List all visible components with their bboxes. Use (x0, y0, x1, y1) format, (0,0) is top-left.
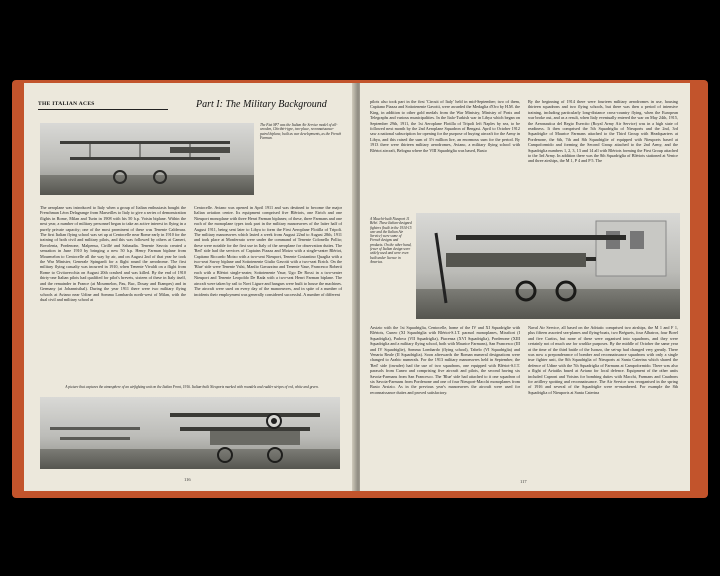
page-number-right: 117 (520, 479, 527, 484)
nieuport-fighter-icon (416, 213, 680, 319)
page-number-left: 116 (184, 477, 191, 482)
right-column-1-top: pilots also took part in the first 'Circuit of Italy' held in mid-September; two of them, Capitano Piazza and Sottotenente Gavotti, were awarded the Medaglia d'Oro by H.M. the King, in addition to other gold medals from the War Ministry, Ministry of Posts and Telegraphs and various municipalities. In the Italo-Turkish war in Libya which began on September 29th, 1911, the 1st Aeroplane Flotilla of Tripoli left Naples by sea, to be followed next month by the 2nd Aeroplane Squadron of Bengasi. April to October 1912 saw a national subscription for opening for the purpose of buying aircraft for the Army in Libya, and this raised the sum of 3½ million lire, an enormous sum for the period. By 1913 there were thirteen military aerodromes, Aviano, a military flying school with Blériot aircraft, Belogna where the VIII Squadriglia was based, Busto (370, 99, 520, 153)
left-column-1: The aeroplane was introduced to Italy when a group of Italian enthusiasts bought the Frenchman Léon Delagrange from Marseilles to Italy to give a series of demonstration flights in Rome, Milan and Turin in 1908 with his 50 h.p. Voisin biplane. Within the next year, a number of military personnel began to take an active interest in flying in a purely private capacity; one of the most prominent of these was Tenente Calderara. The first Italian flying school was set up at Centocelle near Rome early in 1910 for the training of both civil and military pilots, and this was followed by others at Cameri, Bovolenta, Pordenone, Malpensa, Cirillé and Sabaudia. Tenente Savoia created a sensation in June 1910 by bringing a new 50 h.p. Henry Farman biplane from Mourmelon to Centocelle all the way by air, and on August 2nd of that year he took the War Minister, Generale Spingardi for a flight round the aerodrome. The first military flying casualty was incurred in 1910, when Tenente Vivaldi on a flight from Rome to Civitavecchia on August 20th crashed and was killed. By the end of 1910 thirty-one Italian pilots had qualified for pilot's brevets, sixteen of these in Italy itself, and the remainder in France (at Mourmelon, Pau, Buc, Douay and Etampes) and in Germany (at Johannisthal). During the year 1911 there were two military flying schools at Aviano near Udine and Somma Lombarda north-west of Milan, with the dual civil and military school at (40, 205, 186, 302)
right-column-2-top: By the beginning of 1914 there were fourteen military aerodromes in use, housing thirteen squadrons and two flying schools, but there was then a period of intensive training, including particularly long-distance cross-country flying, when the European war broke out, and as a result, when Italy eventually entered the war on May 24th, 1915, the Aeronautica del Regio Esercito (Royal Army Air Service) was in a high state of readiness. It then comprised the 5th Squadriglia of Nieuports and the 2nd, 3rd Squadriglie of Maurice Farmans attached to the Third Group with Headquarters at Pordenone, the 6th, 7th and 8th Squadriglie of equipped with Nieuports based at Campoformido and forming the Second Group attached to the 2nd Army, and the Squadriglia numbers 1, 2, 3, 13 and 14 all with Blériots forming the First Group attached to the 3rd Army. In addition there was the 8th Squadriglia of Blériots stationed at Venice and three airships, the M 1, P 4 and P 5. The (528, 99, 678, 164)
left-page (24, 83, 356, 491)
right-page (360, 83, 690, 491)
bottom-photo-caption: A picture that captures the atmosphere of an airfighting unit on the Italian Front, 1916. Italian-built Nieuports marked with roundels and rudder stripes of red, white and green. (65, 385, 319, 389)
airfield-aircraft-icon (40, 397, 340, 469)
photo-macchi-nieuport (416, 213, 680, 319)
photo-airfield-nieuports (40, 397, 340, 469)
right-photo-caption: A Macchi-built Nieuport 11 Bébé. These Italian-designed fighters (built in the 1914-15 war and the Italian Air Service) were some of French designs and products. On the other hand, fewer of Italian design were widely used and were even built under licence in America. (370, 217, 412, 264)
part-title: Part I: The Military Background (196, 99, 327, 110)
running-head: THE ITALIAN ACES (38, 101, 95, 107)
running-head-rule (38, 109, 168, 110)
right-column-2-bottom: Naval Air Service, all based on the Adriatic comprised two airships, the M 1 and F 1, plus fifteen assorted sea-planes and flying-boats, two Bréguets, four Albatros, four Borel and five Curtiss, but none of these were organised into squadrons, and they were certainly not of much use for warlike purposes. By the middle of October the same year at the time of the third battle of the Isonzo, the set-up had changed very greatly. There was now a preponderance of bomber and reconnaissance squadrons with only a single true fighter unit, the 8th Squadriglia of Nieuports at Santa Caterina which shared the defence of Udine with the 7th Squadriglia of Farmans at Campoformido. There was also a flight of Aviatiks based at Aviano for local defence. Equipment of the other units included Caproni and Voisins for bombing duties with Macchi, Farmans and Caudrons for artillery spotting and reconnaissance. The Air Service was reorganised in the spring of 1916 and several of the Squadriglie were re-numbered. For example the 8th Squadriglia of Nieuports at Santa Caterina (528, 325, 678, 395)
right-column-1-bottom: Arsizio with the 1st Squadriglia, Centocelle, home of the IV and XI Squadriglie with Blériots, Cuneo (XI Squadriglia with Blériot-S.I.T. parasol monoplanes, Mirafiori (I Squadriglia), Padova (VII Squadriglia), Piacenza (XVI Squadriglia), Pordenone (XIII Squadriglia and a military flying school, both with Maurice Farmans), San Francesco (III and IV Squadriglie), Somma Lombardo (flying school), Tabelo (VI Squadriglia) and Venaria Reale (II Squadriglia). Soon afterwards the Roman numeral designations were changed to Arabic numerals. For the 1913 military manoeuvres held in September, the 'Red' side (invader) had the use of two squadrons, one equipped with Blériot-S.I.T. parasols from Cuneo and comprising five aircraft and pilots, the second having six Savoia-Farmans from San Francesco. The 'Blue' side had attached to it one squadron of six Savoia-Farmans from Pordenone and one of four Nieuport-Macchi monoplanes from Busto Arsizio. As in the previous year's manoeuvres the aircraft were used for reconnaissance duties and proved satisfactory. (370, 325, 520, 395)
left-column-2: Centocelle. Aviano was opened in April 1911 and was destined to become the major Italian aviation centre. Its equipment comprised five Blériots, one Etrich and one Nieuport monoplane with three Henri Farman biplanes; of these, three Farmans and one each of the monoplane types took part in the military manoeuvres of the latter half of August 1911, being sent later to Libya to form the First Aeroplane Flotilla of Tripoli. The military manoeuvres which lasted a week from August 22nd to August 28th, 1911 and took place at Monferrato were under the command of Tenente Colonello Pollio; these were notable for the first use in Italy of the aeroplane for observation duties. The 'Red' side had the services of Captains Piazza and Moizo with a single-seater Blériot, Capitano Riccardo Moizo with a two-seat Nieuport, Tenente Costantino Quaglia with a two-seat Savoy biplane and Sottotenente Giulio Gavotti with a two-seat Etrich. On the 'Blue' side were Tenente Valsi, Manlio Gavazzino and Tenente Vaue, Francesco Roberti each with a Blériot single-seater, Sottotenente Vaue, Ugo De Rossi in a two-seater Nieuport and Tenente Leopoldo De Rada with a two-seat Henri Farman biplane. The aircraft were taken by rail to Novi Ligure and hangars were built to house the machines. The aircraft were used on every day of the manoeuvres, and in spite of a number of incidents their employment was generally considered successful. A number of different (194, 205, 342, 297)
photo-fiat-biplane (40, 123, 254, 195)
top-photo-caption: The Fiat SP7 was the Italian Air Service model of all-wooden, Chiribiri-type, two-place, reconnaissance-patrol biplane, built as war developments, as the French Farman. (260, 123, 342, 140)
biplane-silhouette-icon (40, 123, 254, 195)
